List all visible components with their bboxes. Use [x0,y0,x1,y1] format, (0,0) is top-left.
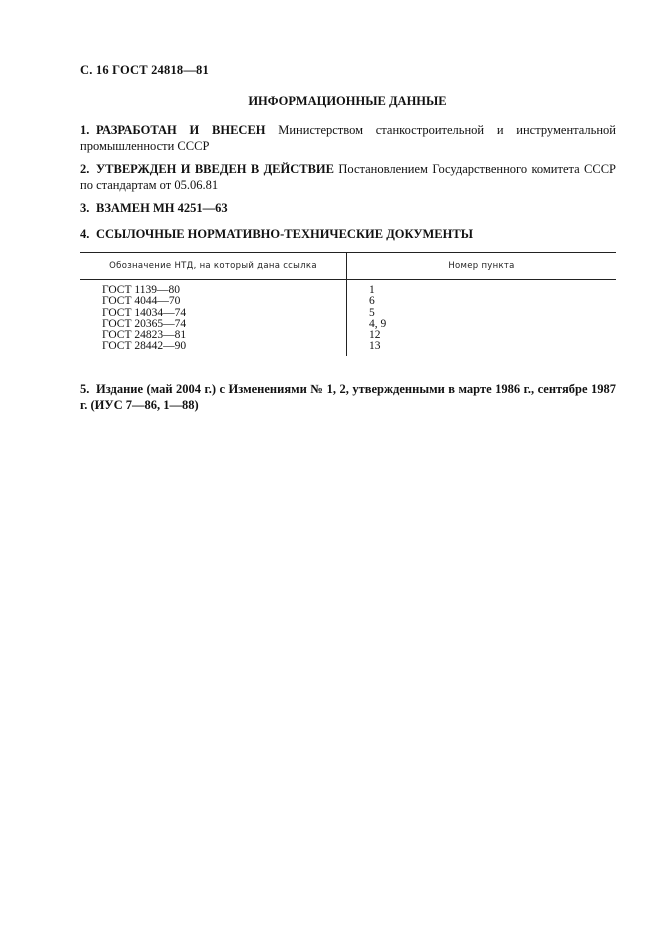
table-cell-clause: 12 [369,329,381,342]
item-text: Постановлением Государственного комитета СССР по стандартам от 05.06.81 [80,162,616,192]
section-title: ИНФОРМАЦИОННЫЕ ДАННЫЕ [248,94,447,108]
item-bold-text: РАЗРАБОТАН И ВНЕСЕН [96,123,266,137]
table-cell-doc: ГОСТ 20365—74 [102,317,187,330]
item-number: 3. [80,201,90,215]
table-cell-doc: ГОСТ 14034—74 [102,306,187,319]
info-item-4 [80,226,616,242]
table-header-clause: Номер пункта [448,261,515,271]
table-cell-clause: 13 [369,340,381,353]
page-header: С. 16 ГОСТ 24818—81 [80,63,209,77]
table-cell-clause: 1 [369,284,375,296]
item-number: 2. [80,162,90,176]
table-cell-doc: ГОСТ 24823—81 [102,329,187,342]
table-cell-clause: 4, 9 [369,317,387,330]
table-cell-doc: ГОСТ 28442—90 [102,340,187,353]
info-item-2 [80,161,616,193]
table-doc-column [102,285,186,353]
table-header-doc: Обозначение НТД, на который дана ссылка [109,261,317,271]
item-bold-text: ВЗАМЕН МН 4251—63 [96,201,228,215]
table-cell-clause: 5 [369,306,375,319]
item-bold-text: УТВЕРЖДЕН И ВВЕДЕН В ДЕЙСТВИЕ [96,162,334,176]
table-cell-doc: ГОСТ 1139—80 [102,284,180,296]
item-bold-text: Издание (май 2004 г.) с Изменениями № 1, 2, утвержденными в марте 1986 г., сентябре 1987 г. (ИУС 7—86, 1—88) [80,382,616,412]
table-cell-clause: 6 [369,295,375,308]
table-cell-doc: ГОСТ 4044—70 [102,295,181,308]
item-number: 1. [80,123,90,137]
item-number: 5. [80,382,90,396]
item-bold-text: ССЫЛОЧНЫЕ НОРМАТИВНО-ТЕХНИЧЕСКИЕ ДОКУМЕНТЫ [96,227,473,241]
item-text: Министерством станкостроительной и инструментальной промышленности СССР [80,123,616,153]
info-item-3 [80,200,616,216]
table-header-rule [80,279,616,280]
item-number: 4. [80,227,90,241]
references-table [80,252,616,356]
info-item-1 [80,122,616,154]
table-clause-column [369,285,386,353]
info-item-5 [80,381,616,413]
table-top-rule [80,252,616,253]
